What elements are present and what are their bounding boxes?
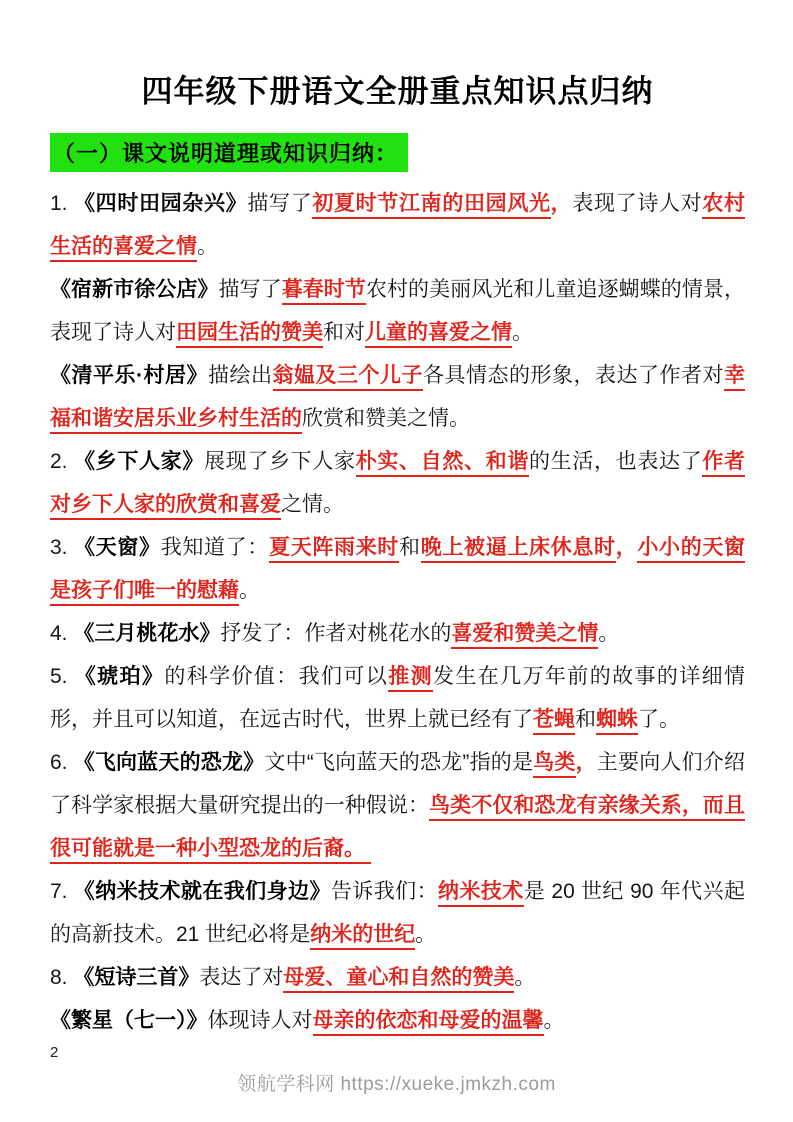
text-run: 《宿新市徐公店》 — [50, 278, 219, 301]
text-run: 各具情态的形象，表达了作者对 — [423, 364, 724, 387]
text-run: 。 — [239, 579, 260, 602]
text-run: 是 20 世纪 90 年代兴起的高新技术。21 世纪必将是 — [50, 880, 746, 946]
text-run: 初夏时节江南的田园风光 — [312, 192, 550, 219]
text-run: 苍蝇 — [533, 708, 575, 735]
section-heading-highlighted: （一）课文说明道理或知识归纳： — [50, 133, 408, 172]
text-run: 体现诗人对 — [207, 1009, 313, 1032]
text-run: 推测 — [388, 665, 433, 692]
text-run: 表达了对 — [199, 966, 284, 989]
text-run: 之情。 — [281, 493, 344, 516]
text-run: 4. — [50, 622, 74, 645]
text-run: 发生在几万年前的故事的详细情形，并且可以知道，在远古时代，世界上就已经有了 — [50, 665, 746, 731]
page-number: 2 — [50, 1044, 59, 1061]
document-body — [50, 182, 745, 1042]
text-run: 描写了 — [247, 192, 313, 215]
text-run: 儿童的喜爱之情 — [365, 321, 512, 348]
text-run: 7. — [50, 880, 74, 903]
text-run: 《四时田园杂兴》 — [74, 192, 248, 215]
text-run: 翁媪及三个儿子 — [273, 364, 424, 391]
text-run: 《繁星（七一）》 — [50, 1009, 208, 1032]
text-run: 小小的天窗是孩子们唯一的慰藉 — [50, 536, 745, 606]
text-run: 晚上被逼上床休息时 — [421, 536, 616, 563]
text-run: 展现了乡下人家 — [204, 450, 356, 473]
text-run: 我知道了： — [160, 536, 270, 559]
text-run: 。 — [197, 235, 218, 258]
text-run: 纳米的世纪 — [310, 923, 415, 950]
text-run: 3. — [50, 536, 75, 559]
text-run: 的生活，也表达了 — [529, 450, 703, 473]
text-run: 和 — [575, 708, 596, 731]
text-run: 的科学价值：我们可以 — [164, 665, 389, 688]
text-run: 《三月桃花水》 — [73, 622, 221, 645]
text-run: 。 — [514, 966, 536, 989]
text-run: 《短诗三首》 — [73, 966, 200, 989]
text-run: 鸟类 — [533, 751, 575, 778]
text-run: 田园生活的赞美 — [176, 321, 323, 348]
paragraph — [50, 526, 745, 612]
text-run: 主要向人们介绍了科学家根据大量研究提出的一种假说： — [50, 751, 746, 817]
text-run: 夏天阵雨来时 — [269, 536, 399, 563]
text-run: ， — [575, 751, 597, 774]
paragraph — [50, 182, 745, 268]
text-run: 农村的美丽风光和儿童追逐蝴蝶的情景，表现了诗人对 — [50, 278, 745, 344]
text-run: 朴实、自然、和谐 — [356, 450, 529, 477]
text-run: 农村生活的喜爱之情 — [50, 192, 745, 262]
text-run: ， — [550, 192, 573, 215]
text-run: 描绘出 — [208, 364, 273, 387]
paragraph — [50, 612, 745, 655]
text-run: 8. — [50, 966, 74, 989]
text-run: 《飞向蓝天的恐龙》 — [73, 751, 265, 774]
text-run: 和 — [399, 536, 421, 559]
text-run: 表现了诗人对 — [572, 192, 703, 215]
text-run: 母爱、童心和自然的赞美 — [283, 966, 514, 993]
text-run: 告诉我们： — [330, 880, 438, 903]
text-run: 喜爱和赞美之情 — [451, 622, 598, 649]
text-run: 抒发了：作者对桃花水的 — [220, 622, 452, 645]
text-run: 。 — [415, 923, 437, 946]
text-run: 幸福和谐安居乐业乡村生活的 — [50, 364, 745, 434]
paragraph — [50, 440, 745, 526]
text-run: 《清平乐·村居》 — [50, 364, 208, 387]
text-run: 和对 — [323, 321, 365, 344]
text-run: 作者对乡下人家的欣赏和喜爱 — [50, 450, 745, 520]
text-run: 1. — [50, 192, 75, 215]
text-run: 《乡下人家》 — [74, 450, 205, 473]
text-run: 。 — [598, 622, 620, 645]
text-run: 纳米技术 — [438, 880, 524, 907]
text-run: ， — [615, 536, 638, 559]
text-run: 5. — [50, 665, 75, 688]
page-title: 四年级下册语文全册重点知识点归纳 — [141, 74, 654, 109]
footer-watermark: 领航学科网 https://xueke.jmkzh.com — [237, 1074, 556, 1095]
text-run: 鸟类不仅和恐龙有亲缘关系，而且很可能就是一种小型恐龙的后裔。 — [50, 794, 745, 864]
text-run: 欣赏和赞美之情。 — [302, 407, 470, 430]
paragraph — [50, 870, 745, 956]
text-run: 描写了 — [218, 278, 282, 301]
text-run: 《琥珀》 — [74, 665, 165, 688]
text-run: 。 — [512, 321, 533, 344]
text-run: 《纳米技术就在我们身边》 — [73, 880, 331, 903]
text-run: 母亲的依恋和母爱的温馨 — [313, 1009, 544, 1036]
paragraph — [50, 268, 745, 354]
text-run: 文中“飞向蓝天的恐龙”指的是 — [264, 751, 534, 774]
text-run: 《天窗》 — [74, 536, 161, 559]
text-run: 6. — [50, 751, 74, 774]
text-run: 蜘蛛 — [596, 708, 638, 735]
paragraph — [50, 956, 745, 999]
paragraph — [50, 655, 745, 741]
text-run: 了。 — [638, 708, 680, 731]
paragraph — [50, 354, 745, 440]
text-run: 2. — [50, 450, 75, 473]
paragraph — [50, 741, 745, 870]
paragraph — [50, 999, 745, 1042]
text-run: 。 — [543, 1009, 565, 1032]
text-run: 暮春时节 — [282, 278, 366, 305]
